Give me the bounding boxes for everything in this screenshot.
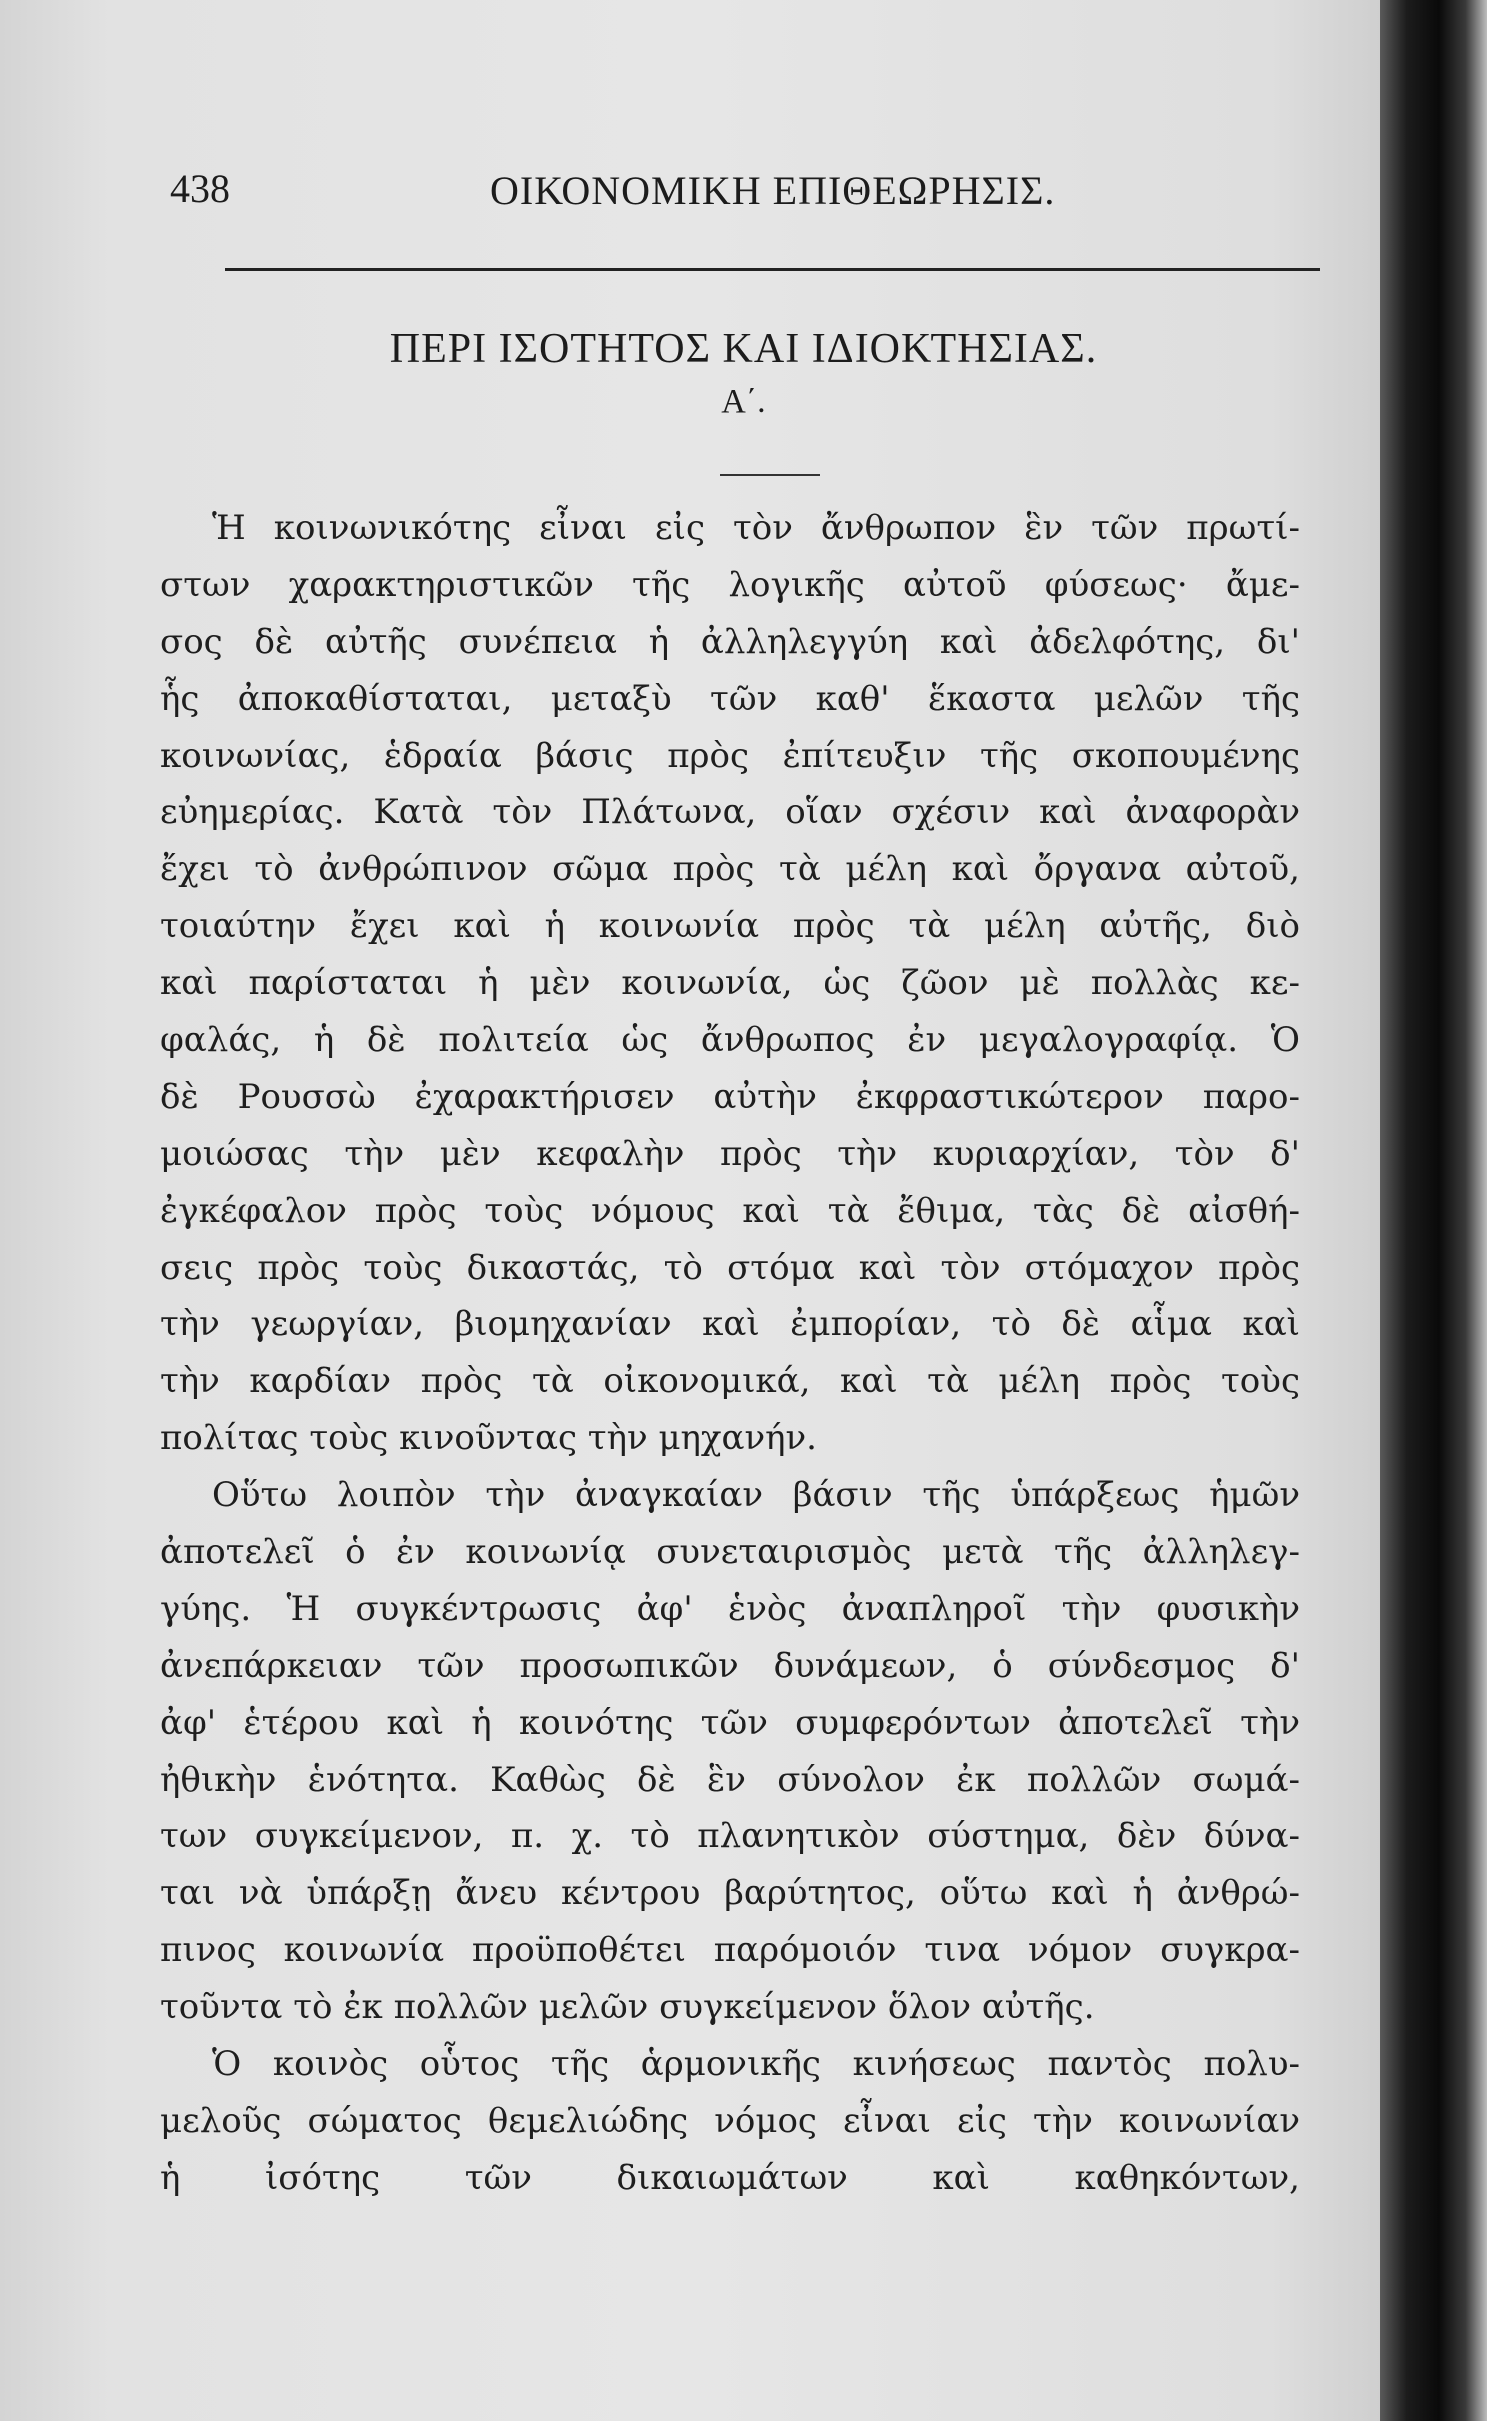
text-line: μοιώσας τὴν μὲν κεφαλὴν πρὸς τὴν κυριαρχίαν, τὸν δ' <box>160 1133 1300 1174</box>
text-line: ἡ ἰσότης τῶν δικαιωμάτων καὶ καθηκόντων, <box>160 2157 1300 2198</box>
text-line: ἀποτελεῖ ὁ ἐν κοινωνίᾳ συνεταιρισμὸς μετὰ τῆς ἀλληλεγ- <box>160 1532 1300 1573</box>
text-line: καὶ παρίσταται ἡ μὲν κοινωνία, ὡς ζῶον μὲ πολλὰς κε- <box>160 963 1300 1004</box>
text-line: ται νὰ ὑπάρξῃ ἄνευ κέντρου βαρύτητος, οὕτω καὶ ἡ ἀνθρώ- <box>160 1873 1300 1914</box>
text-line: ἧς ἀποκαθίσταται, μεταξὺ τῶν καθ' ἕκαστα μελῶν τῆς <box>160 678 1300 719</box>
text-line: φαλάς, ἡ δὲ πολιτεία ὡς ἄνθρωπος ἐν μεγαλογραφίᾳ. Ὁ <box>160 1020 1300 1061</box>
article-title: ΠΕΡΙ ΙΣΟΤΗΤΟΣ ΚΑΙ ΙΔΙΟΚΤΗΣΙΑΣ. <box>389 326 1098 372</box>
text-line: ἀνεπάρκειαν τῶν προσωπικῶν δυνάμεων, ὁ σύνδεσμος δ' <box>160 1645 1300 1686</box>
text-line: ἠθικὴν ἑνότητα. Καθὼς δὲ ἓν σύνολον ἐκ πολλῶν σωμά- <box>160 1759 1300 1800</box>
text-line: στων χαρακτηριστικῶν τῆς λογικῆς αὐτοῦ φύσεως· ἄμε- <box>160 564 1300 605</box>
header-rule <box>225 268 1320 271</box>
book-spine <box>1380 0 1487 2421</box>
text-line: σεις πρὸς τοὺς δικαστάς, τὸ στόμα καὶ τὸν στόμαχον πρὸς <box>160 1247 1300 1288</box>
text-line: μελοῦς σώματος θεμελιώδης νόμος εἶναι εἰς τὴν κοινωνίαν <box>160 2100 1300 2141</box>
text-line: ἐγκέφαλον πρὸς τοὺς νόμους καὶ τὰ ἔθιμα, τὰς δὲ αἰσθή- <box>160 1190 1300 1231</box>
text-line: Ὁ κοινὸς οὗτος τῆς ἁρμονικῆς κινήσεως παντὸς πολυ- <box>212 2044 1300 2085</box>
text-line: Οὕτω λοιπὸν τὴν ἀναγκαίαν βάσιν τῆς ὑπάρξεως ἡμῶν <box>212 1475 1300 1516</box>
text-line: ἀφ' ἑτέρου καὶ ἡ κοινότης τῶν συμφερόντων ἀποτελεῖ τὴν <box>160 1702 1300 1743</box>
running-head: ΟΙΚΟΝΟΜΙΚΗ ΕΠΙΘΕΩΡΗΣΙΣ. <box>490 168 1056 213</box>
text-line: Ἡ κοινωνικότης εἶναι εἰς τὸν ἄνθρωπον ἓν τῶν πρωτί- <box>212 508 1300 548</box>
text-line: δὲ Ρουσσὼ ἐχαρακτήρισεν αὐτὴν ἐκφραστικώτερον παρο- <box>160 1076 1300 1117</box>
title-rule <box>720 474 820 476</box>
text-line: τοιαύτην ἔχει καὶ ἡ κοινωνία πρὸς τὰ μέλη αὐτῆς, διὸ <box>160 906 1300 947</box>
text-line: τοῦντα τὸ ἐκ πολλῶν μελῶν συγκείμενον ὅλον αὐτῆς. <box>160 1987 1095 2028</box>
text-line: πινος κοινωνία προϋποθέτει παρόμοιόν τινα νόμον συγκρα- <box>160 1930 1300 1971</box>
text-line: των συγκείμενον, π. χ. τὸ πλανητικὸν σύστημα, δὲν δύνα- <box>160 1816 1300 1857</box>
text-line: κοινωνίας, ἑδραία βάσις πρὸς ἐπίτευξιν τῆς σκοπουμένης <box>160 735 1300 776</box>
text-line: τὴν γεωργίαν, βιομηχανίαν καὶ ἐμπορίαν, τὸ δὲ αἷμα καὶ <box>160 1304 1300 1345</box>
text-line: ἔχει τὸ ἀνθρώπινον σῶμα πρὸς τὰ μέλη καὶ ὄργανα αὐτοῦ, <box>160 849 1300 890</box>
text-line: γύης. Ἡ συγκέντρωσις ἀφ' ἑνὸς ἀναπληροῖ τὴν φυσικὴν <box>160 1588 1300 1629</box>
page-header <box>170 165 1320 215</box>
body-text <box>160 500 1300 2207</box>
page-number: 438 <box>170 166 230 211</box>
section-number: Α΄. <box>721 383 766 420</box>
text-line: εὐημερίας. Κατὰ τὸν Πλάτωνα, οἵαν σχέσιν καὶ ἀναφορὰν <box>160 792 1300 833</box>
text-line: σος δὲ αὐτῆς συνέπεια ἡ ἀλληλεγγύη καὶ ἀδελφότης, δι' <box>160 621 1300 662</box>
text-line: πολίτας τοὺς κινοῦντας τὴν μηχανήν. <box>160 1418 817 1459</box>
text-line: τὴν καρδίαν πρὸς τὰ οἰκονομικά, καὶ τὰ μέλη πρὸς τοὺς <box>160 1361 1300 1402</box>
